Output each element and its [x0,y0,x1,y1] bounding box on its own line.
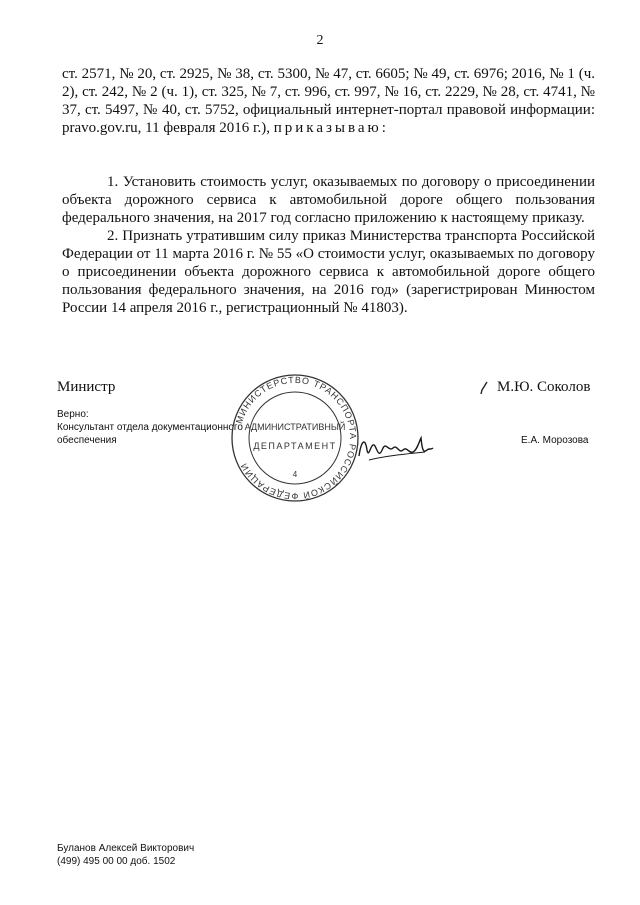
signatory-role: Министр [57,379,116,395]
preamble-text: ст. 2571, № 20, ст. 2925, № 38, ст. 5300, № 47, ст. 6605; № 49, ст. 6976; 2016, № 1 (ч. 2), ст. 242, № 2 (ч. 1), ст. 325, № 7, ст. 996, ст. 997, № 16, ст. 2229, № 28, ст. 4741, № 37, ст. 5497, № 40, ст. 5752, официальный интернет-портал правовой информации: pravo.gov.ru, 11 февраля 2016 г.), [62,66,595,136]
page-number: 2 [316,33,324,48]
stamp-inner-line-1: АДМИНИСТРАТИВНЫЙ [244,422,346,432]
executor-contact [57,842,194,868]
stamp-inner-line-2: ДЕПАРТАМЕНТ [253,441,337,451]
preamble-continuation [62,65,595,137]
executor-phone: (499) 495 00 00 доб. 1502 [57,856,176,867]
stamp-number: 4 [292,470,298,479]
official-stamp [230,373,360,508]
signature-tick-mark [479,381,489,400]
handwritten-signature [355,430,435,469]
order-word: приказываю: [273,120,389,136]
stamp-outer-text: МИНИСТЕРСТВО ТРАНСПОРТА РОССИЙСКОЙ ФЕДЕРАЦИИ [233,374,359,502]
executor-name: Буланов Алексей Викторович [57,843,195,854]
signatory-name: М.Ю. Соколов [497,379,591,395]
order-item-1: 1. Установить стоимость услуг, оказываемых по договору о присоединении объекта дорожного сервиса к автомобильной дороге общего пользования федерального значения, на 2017 год согласно приложению к настоящему приказу. [62,174,595,226]
order-item-2: 2. Признать утратившим силу приказ Министерства транспорта Российской Федерации от 11 марта 2016 г. № 55 «О стоимости услуг, оказываемых по договору о присоединении объекта дорожного сервиса к автомобильной дороге общего пользования федерального значения, на 2016 год» (зарегистрирован Минюстом России 14 апреля 2016 г., регистрационный № 41803). [62,228,595,316]
certifier-name: Е.А. Морозова [521,435,589,446]
certifier-position: Консультант отдела документационного обеспечения [57,422,243,446]
verified-label: Верно: [57,409,89,420]
